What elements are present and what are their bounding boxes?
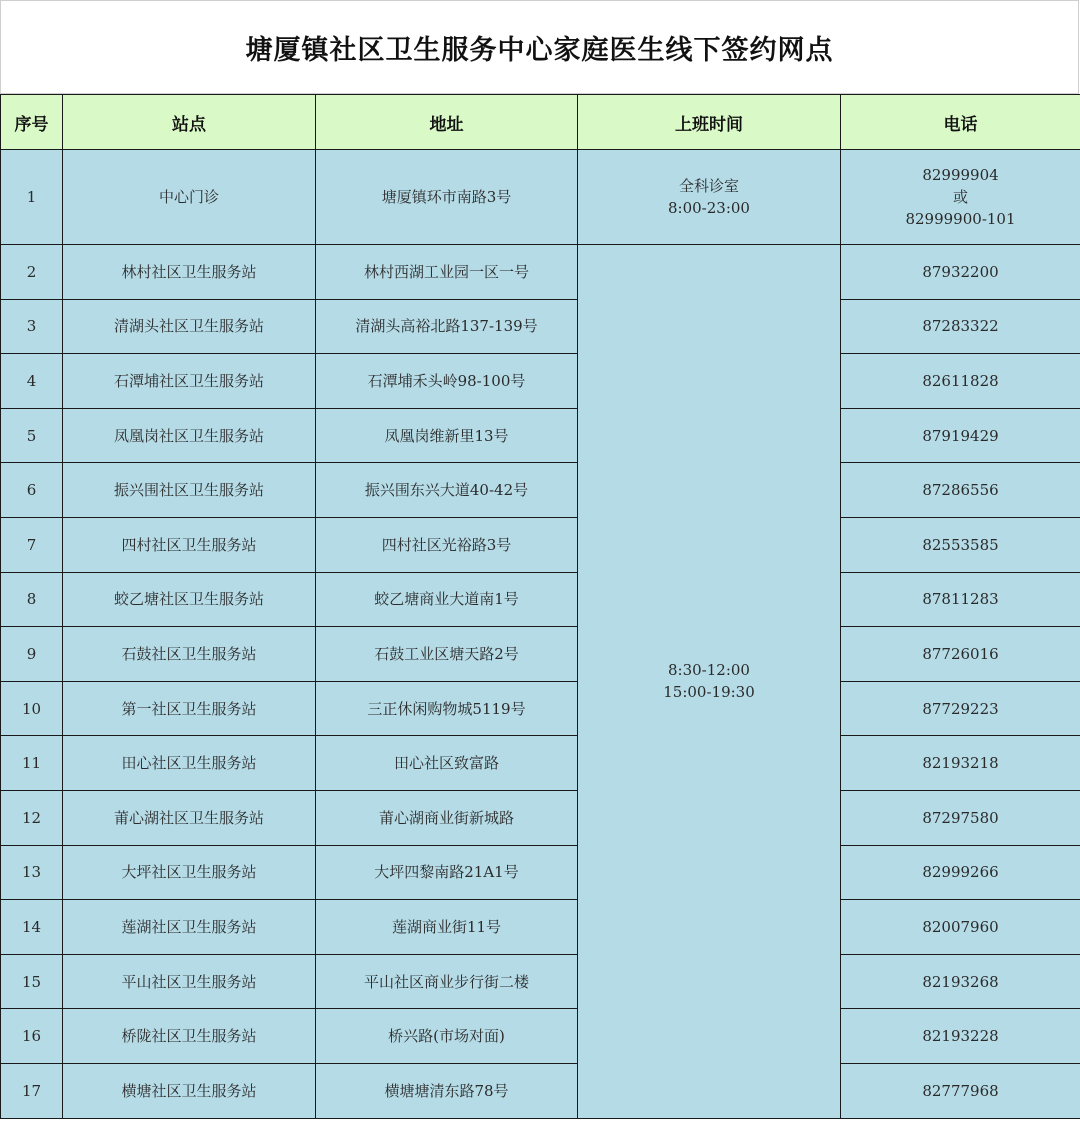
table-row (1, 900, 1080, 955)
header-no: 序号 (1, 95, 63, 150)
cell-phone: 87919429 (841, 408, 1080, 463)
cell-site: 桥陇社区卫生服务站 (63, 1009, 316, 1064)
header-hours: 上班时间 (578, 95, 841, 150)
cell-phone: 87286556 (841, 463, 1080, 518)
cell-phone: 82193218 (841, 736, 1080, 791)
cell-phone: 82611828 (841, 354, 1080, 409)
cell-site: 林村社区卫生服务站 (63, 245, 316, 300)
cell-hours (578, 150, 841, 245)
cell-phone: 82193228 (841, 1009, 1080, 1064)
cell-site: 石潭埔社区卫生服务站 (63, 354, 316, 409)
cell-phone: 87726016 (841, 627, 1080, 682)
cell-site: 中心门诊 (63, 150, 316, 245)
phone-line: 82999904 (922, 166, 999, 184)
table-row (1, 627, 1080, 682)
table-row (1, 150, 1080, 245)
header-phone: 电话 (841, 95, 1080, 150)
cell-address: 横塘塘清东路78号 (316, 1063, 578, 1118)
cell-address: 四村社区光裕路3号 (316, 517, 578, 572)
hours-line: 8:00-23:00 (668, 199, 750, 217)
table-row (1, 790, 1080, 845)
table-row (1, 408, 1080, 463)
table-row (1, 245, 1080, 300)
cell-site: 大坪社区卫生服务站 (63, 845, 316, 900)
table-row (1, 572, 1080, 627)
cell-no: 1 (1, 150, 63, 245)
header-address: 地址 (316, 95, 578, 150)
cell-address: 振兴围东兴大道40-42号 (316, 463, 578, 518)
cell-no: 11 (1, 736, 63, 791)
cell-phone: 82193268 (841, 954, 1080, 1009)
cell-phone: 87283322 (841, 299, 1080, 354)
cell-address: 凤凰岗维新里13号 (316, 408, 578, 463)
cell-phone: 82999266 (841, 845, 1080, 900)
hours-line: 15:00-19:30 (663, 683, 755, 702)
cell-address: 莲湖商业街11号 (316, 900, 578, 955)
cell-address: 蛟乙塘商业大道南1号 (316, 572, 578, 627)
cell-no: 3 (1, 299, 63, 354)
cell-no: 9 (1, 627, 63, 682)
cell-phone: 82553585 (841, 517, 1080, 572)
cell-no: 2 (1, 245, 63, 300)
phone-line: 或 (952, 188, 968, 206)
table-row (1, 1063, 1080, 1118)
cell-site: 莲湖社区卫生服务站 (63, 900, 316, 955)
table-row (1, 681, 1080, 736)
table-row (1, 517, 1080, 572)
cell-site: 蛟乙塘社区卫生服务站 (63, 572, 316, 627)
cell-no: 4 (1, 354, 63, 409)
table-header (1, 95, 1080, 150)
header-site: 站点 (63, 95, 316, 150)
cell-site: 凤凰岗社区卫生服务站 (63, 408, 316, 463)
table-row (1, 1009, 1080, 1064)
header-row (1, 95, 1080, 150)
cell-address: 大坪四黎南路21A1号 (316, 845, 578, 900)
hours-line: 8:30-12:00 (668, 661, 750, 680)
cell-phone: 82777968 (841, 1063, 1080, 1118)
table-row (1, 463, 1080, 518)
cell-site: 第一社区卫生服务站 (63, 681, 316, 736)
cell-address: 清湖头高裕北路137-139号 (316, 299, 578, 354)
cell-no: 14 (1, 900, 63, 955)
cell-address: 石潭埔禾头岭98-100号 (316, 354, 578, 409)
cell-site: 清湖头社区卫生服务站 (63, 299, 316, 354)
cell-phone: 82007960 (841, 900, 1080, 955)
cell-no: 13 (1, 845, 63, 900)
cell-address: 平山社区商业步行街二楼 (316, 954, 578, 1009)
table-row (1, 354, 1080, 409)
table-row (1, 845, 1080, 900)
sites-table (0, 94, 1080, 1119)
cell-address: 莆心湖商业街新城路 (316, 790, 578, 845)
table-row (1, 736, 1080, 791)
table-row (1, 299, 1080, 354)
title-bar (0, 0, 1079, 94)
hours-line: 全科诊室 (678, 177, 739, 195)
cell-no: 15 (1, 954, 63, 1009)
cell-site: 振兴围社区卫生服务站 (63, 463, 316, 518)
cell-no: 16 (1, 1009, 63, 1064)
cell-phone (841, 150, 1080, 245)
cell-no: 6 (1, 463, 63, 518)
table-body (1, 150, 1080, 1119)
cell-no: 7 (1, 517, 63, 572)
page-title: 塘厦镇社区卫生服务中心家庭医生线下签约网点 (245, 34, 834, 66)
cell-address: 三正休闲购物城5119号 (316, 681, 578, 736)
cell-site: 石鼓社区卫生服务站 (63, 627, 316, 682)
cell-phone: 87932200 (841, 245, 1080, 300)
cell-phone: 87297580 (841, 790, 1080, 845)
cell-no: 10 (1, 681, 63, 736)
cell-site: 莆心湖社区卫生服务站 (63, 790, 316, 845)
cell-no: 12 (1, 790, 63, 845)
cell-phone: 87729223 (841, 681, 1080, 736)
cell-shared-hours (578, 245, 841, 1119)
cell-no: 17 (1, 1063, 63, 1118)
cell-address: 石鼓工业区塘天路2号 (316, 627, 578, 682)
cell-site: 横塘社区卫生服务站 (63, 1063, 316, 1118)
table-row (1, 954, 1080, 1009)
cell-phone: 87811283 (841, 572, 1080, 627)
cell-address: 林村西湖工业园一区一号 (316, 245, 578, 300)
cell-address: 桥兴路(市场对面) (316, 1009, 578, 1064)
phone-line: 82999900-101 (905, 210, 1016, 228)
cell-site: 四村社区卫生服务站 (63, 517, 316, 572)
cell-address: 田心社区致富路 (316, 736, 578, 791)
cell-address: 塘厦镇环市南路3号 (316, 150, 578, 245)
cell-no: 8 (1, 572, 63, 627)
cell-no: 5 (1, 408, 63, 463)
cell-site: 平山社区卫生服务站 (63, 954, 316, 1009)
cell-site: 田心社区卫生服务站 (63, 736, 316, 791)
